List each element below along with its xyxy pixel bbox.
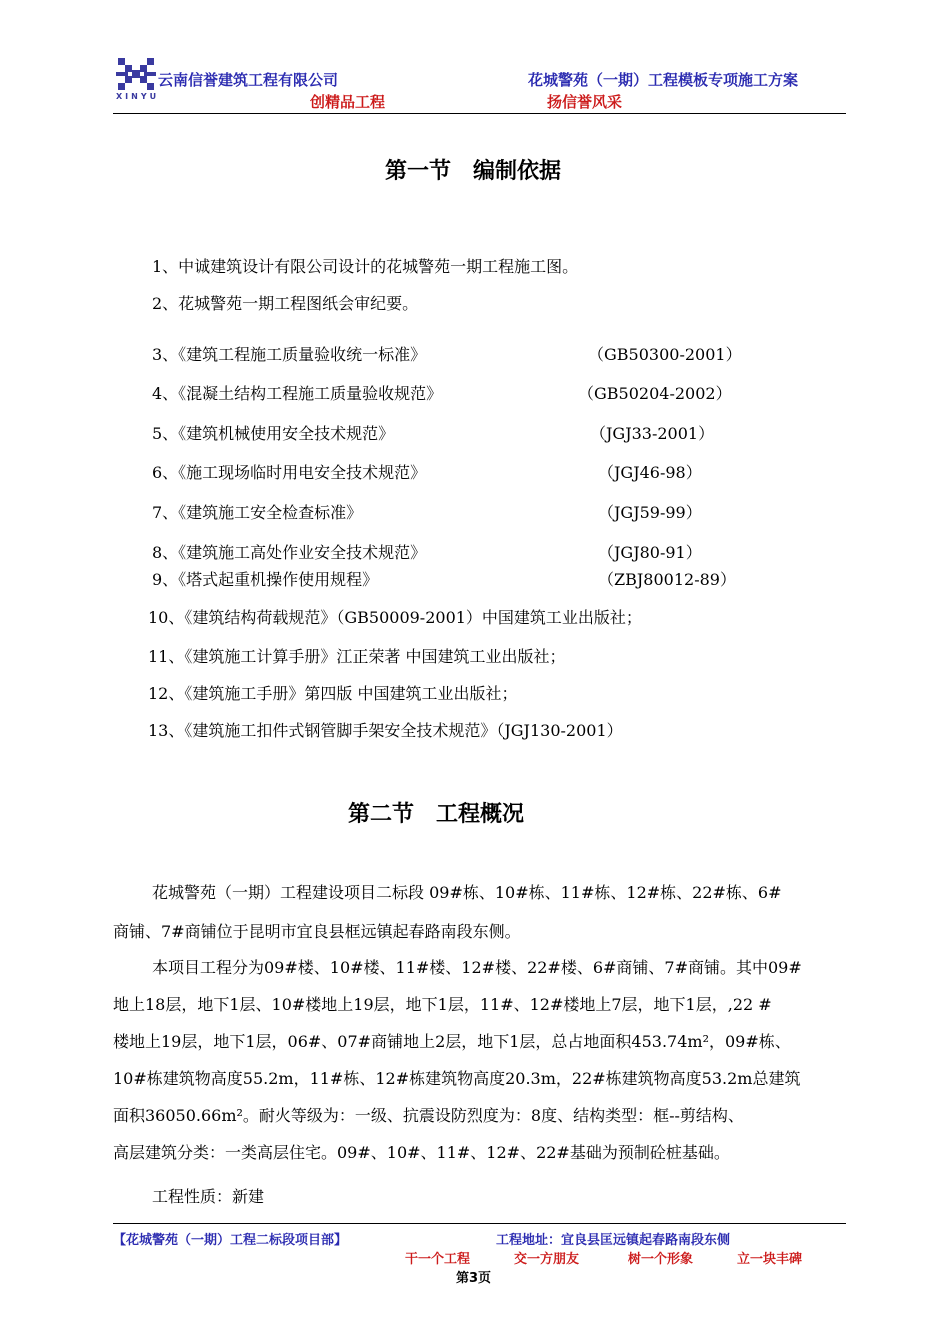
paragraph-line: 面积36050.66m²。耐火等级为：一级、抗震设防烈度为：8度、结构类型：框--剪结构、 (113, 1106, 744, 1125)
document-title: 花城警苑（一期）工程模板专项施工方案 (528, 71, 799, 89)
slogan-left: 创精品工程 (310, 93, 386, 111)
project-nature: 工程性质：新建 (152, 1187, 265, 1206)
ref-item: 8、《建筑施工高处作业安全技术规范》 (152, 543, 427, 562)
paragraph-line: 地上18层，地下1层、10#楼地上19层，地下1层，11#、12#楼地上7层，地下1层，,22 # (113, 995, 772, 1014)
section2-title: 第二节 工程概况 (348, 802, 525, 827)
ref-item: 11、《建筑施工计算手册》江正荣著 中国建筑工业出版社； (148, 647, 566, 666)
ref-code: （JGJ59-99） (598, 503, 702, 522)
ref-item: 10、《建筑结构荷载规范》（GB50009-2001）中国建筑工业出版社； (148, 608, 642, 627)
ref-code: （GB50204-2002） (578, 384, 732, 403)
footer-motto: 干一个工程 (405, 1252, 471, 1267)
ref-item: 2、花城警苑一期工程图纸会审纪要。 (152, 294, 419, 313)
slogan-right: 扬信誉风采 (547, 93, 623, 111)
paragraph-line: 高层建筑分类：一类高层住宅。09#、10#、11#、12#、22#基础为预制砼桩基础。 (113, 1143, 730, 1162)
ref-code: （ZBJ80012-89） (598, 570, 736, 589)
header-divider (113, 113, 846, 114)
paragraph-line: 10#栋建筑物高度55.2m，11#栋、12#栋建筑物高度20.3m，22#栋建筑物高度53.2m总建筑 (113, 1069, 801, 1088)
ref-item: 7、《建筑施工安全检查标准》 (152, 503, 363, 522)
ref-code: （JGJ33-2001） (590, 424, 715, 443)
page-number: 第3页 (456, 1271, 492, 1286)
ref-item: 3、《建筑工程施工质量验收统一标准》 (152, 345, 427, 364)
ref-item: 9、《塔式起重机操作使用规程》 (152, 570, 379, 589)
ref-item: 6、《施工现场临时用电安全技术规范》 (152, 463, 427, 482)
ref-item: 5、《建筑机械使用安全技术规范》 (152, 424, 395, 443)
ref-code: （JGJ46-98） (598, 463, 702, 482)
ref-code: （GB50300-2001） (588, 345, 742, 364)
footer-motto: 交一方朋友 (514, 1252, 580, 1267)
ref-item: 13、《建筑施工扣件式钢管脚手架安全技术规范》（JGJ130-2001） (148, 721, 623, 740)
logo-text: XINYU (116, 92, 160, 101)
footer-motto: 树一个形象 (628, 1252, 694, 1267)
paragraph-line: 本项目工程分为09#楼、10#楼、11#楼、12#楼、22#楼、6#商铺、7#商铺。其中09# (152, 958, 802, 977)
company-name: 云南信誉建筑工程有限公司 (158, 71, 339, 89)
section1-title: 第一节 编制依据 (385, 159, 562, 184)
ref-item: 12、《建筑施工手册》第四版 中国建筑工业出版社； (148, 684, 518, 703)
footer-motto: 立一块丰碑 (737, 1252, 803, 1267)
footer-project: 【花城警苑（一期）工程二标段项目部】 (113, 1233, 348, 1248)
footer-divider (113, 1223, 846, 1224)
footer-address: 工程地址：宜良县匡远镇起春路南段东侧 (496, 1233, 731, 1248)
paragraph-line: 商铺、7#商铺位于昆明市宜良县框远镇起春路南段东侧。 (113, 922, 521, 941)
ref-item: 4、《混凝土结构工程施工质量验收规范》 (152, 384, 443, 403)
ref-code: （JGJ80-91） (598, 543, 702, 562)
company-logo-icon (116, 56, 156, 92)
ref-item: 1、中诚建筑设计有限公司设计的花城警苑一期工程施工图。 (152, 257, 579, 276)
paragraph-line: 花城警苑（一期）工程建设项目二标段 09#栋、10#栋、11#栋、12#栋、22#栋、6# (152, 883, 782, 902)
paragraph-line: 楼地上19层，地下1层，06#、07#商铺地上2层，地下1层，总占地面积453.74m²，09#栋、 (113, 1032, 791, 1051)
